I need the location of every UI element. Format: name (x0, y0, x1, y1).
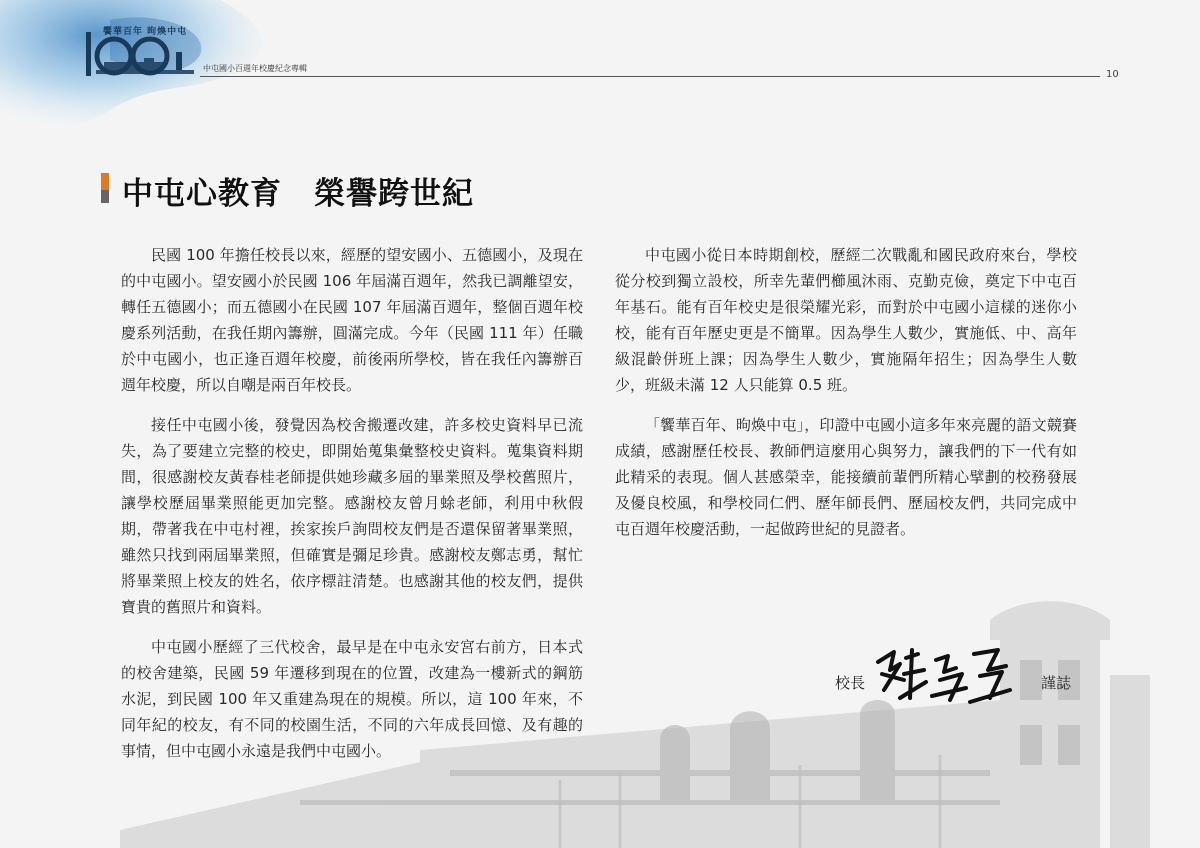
right-text-column (615, 242, 1077, 556)
article-title: 中屯心教育 榮譽跨世紀 (122, 176, 474, 212)
signature-closing: 謹誌 (1041, 674, 1072, 692)
header-divider (200, 76, 1100, 77)
signature-role: 校長 (835, 674, 866, 692)
body-paragraph: 接任中屯國小後，發覺因為校舍搬遷改建，許多校史資料早已流失，為了要建立完整的校史，即開始蒐集彙整校史資料。蒐集資料期間，很感謝校友黃春桂老師提供她珍藏多屆的畢業照及學校舊照片，讓學校歷屆畢業照能更加完整。感謝校友曾月蜍老師，利用中秋假期，帶著我在中屯村裡，挨家挨戶詢問校友們是否還保留著畢業照，雖然只找到兩屆畢業照，但確實是彌足珍貴。感謝校友鄭志勇，幫忙將畢業照上校友的姓名，依序標註清楚。也感謝其他的校友們，提供寶貴的舊照片和資料。 (121, 416, 583, 616)
body-paragraph: 民國 100 年擔任校長以來，經歷的望安國小、五德國小，及現在的中屯國小。望安國小於民國 106 年屆滿百週年，然我已調離望安，轉任五德國小；而五德國小在民國 107 年屆滿百週年，整個百週年校慶系列活動，在我任期內籌辦，圓滿完成。今年（民國 111 年）任職於中屯國小，也正逢百週年校慶，前後兩所學校，皆在我任內籌辦百週年校慶，所以自嘲是兩百年校長。 (121, 246, 583, 394)
left-text-column (121, 242, 583, 778)
page-number: 10 (1106, 69, 1119, 80)
publication-subtitle: 中屯國小百週年校慶紀念專輯 (203, 64, 307, 73)
body-paragraph: 中屯國小從日本時期創校，歷經二次戰亂和國民政府來台，學校從分校到獨立設校，所幸先輩們櫛風沐雨、克勤克儉，奠定下中屯百年基石。能有百年校史是很榮耀光彩，而對於中屯國小這樣的迷你小校，能有百年歷史更是不簡單。因為學生人數少，實施低、中、高年級混齡併班上課；因為學生人數少，實施隔年招生；因為學生人數少，班級未滿 12 人只能算 0.5 班。 (615, 246, 1077, 394)
body-paragraph: 「饗華百年、昫煥中屯」，印證中屯國小這多年來亮麗的語文競賽成績，感謝歷任校長、教師們這麼用心與努力，讓我們的下一代有如此精采的表現。個人甚感榮幸，能接續前輩們所精心擘劃的校務發展及優良校風，和學校同仁們、歷年師長們、歷屆校友們，共同完成中屯百週年校慶活動，一起做跨世紀的見證者。 (615, 416, 1077, 538)
handwritten-signature (870, 640, 1020, 710)
title-accent-bar (101, 173, 109, 203)
body-paragraph: 中屯國小歷經了三代校舍，最早是在中屯永安宮右前方，日本式的校舍建築，民國 59 年遷移到現在的位置，改建為一樓新式的鋼筋水泥，到民國 100 年又重建為現在的規模。所以，這 100 年來，不同年紀的校友，有不同的校園生活，不同的六年成長回憶、及有趣的事情，但中屯國小永遠是我們中屯國小。 (121, 638, 583, 760)
logo-slogan: 饗華百年 昫煥中屯 (103, 27, 188, 37)
